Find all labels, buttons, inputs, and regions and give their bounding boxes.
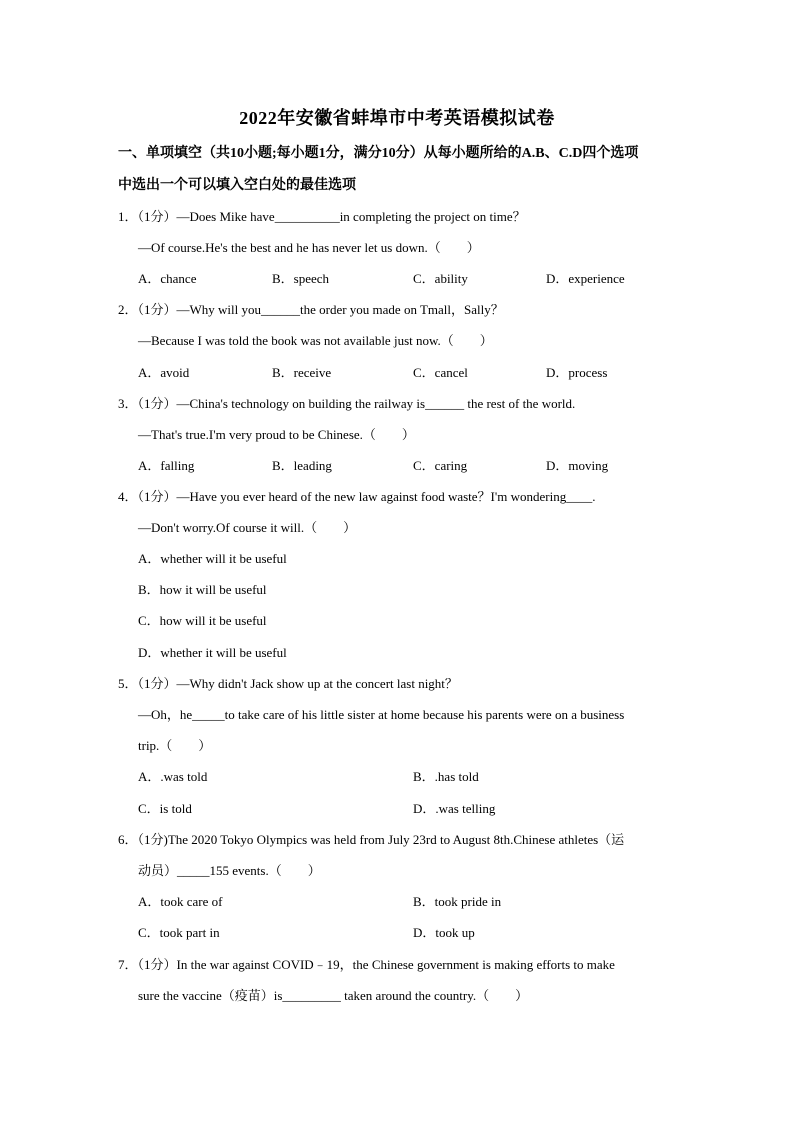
section-heading-line1: 一、单项填空（共10小题;每小题1分，满分10分）从每小题所给的A.B、C.D四个选项 bbox=[118, 146, 639, 161]
question-1-option-b[interactable]: B．speech bbox=[272, 271, 330, 286]
question-2-stem: 2．（1分）—Why will you______the order you made on Tmall，Sally？ bbox=[118, 302, 504, 317]
question-5-option-c[interactable]: C．is told bbox=[138, 801, 192, 816]
question-1-option-d[interactable]: D．experience bbox=[546, 271, 625, 286]
question-1-option-a[interactable]: A．chance bbox=[138, 271, 197, 286]
question-1-reply: —Of course.He's the best and he has never let us down.（ ） bbox=[138, 240, 480, 255]
question-3-stem: 3．（1分）—China's technology on building the railway is______ the rest of the world. bbox=[118, 396, 576, 411]
section-heading-line2: 中选出一个可以填入空白处的最佳选项 bbox=[118, 178, 356, 193]
question-3-option-b[interactable]: B．leading bbox=[272, 458, 332, 473]
question-3-option-a[interactable]: A．falling bbox=[138, 458, 195, 473]
question-5-option-b[interactable]: B．.has told bbox=[413, 769, 479, 784]
question-5-option-a[interactable]: A．.was told bbox=[138, 769, 208, 784]
question-6-stem: 6．（1分)The 2020 Tokyo Olympics was held from July 23rd to August 8th.Chinese athletes（运 bbox=[118, 832, 625, 847]
question-7-stem: 7．（1分）In the war against COVID﹣19，the Chinese government is making efforts to make bbox=[118, 957, 615, 972]
question-4-option-b[interactable]: B．how it will be useful bbox=[138, 582, 267, 597]
question-2-reply: —Because I was told the book was not available just now.（ ） bbox=[138, 333, 493, 348]
question-6-option-d[interactable]: D．took up bbox=[413, 925, 475, 940]
question-6-option-c[interactable]: C．took part in bbox=[138, 925, 220, 940]
question-6-option-a[interactable]: A．took care of bbox=[138, 894, 223, 909]
question-3-option-d[interactable]: D．moving bbox=[546, 458, 609, 473]
question-5-reply-continued: trip.（ ） bbox=[138, 738, 212, 753]
question-5-reply: —Oh，he_____to take care of his little sister at home because his parents were on a business bbox=[138, 707, 625, 722]
question-2-option-c[interactable]: C．cancel bbox=[413, 365, 468, 380]
page-title: 2022年安徽省蚌埠市中考英语模拟试卷 bbox=[239, 108, 555, 128]
question-2-option-a[interactable]: A．avoid bbox=[138, 365, 190, 380]
question-2-option-b[interactable]: B．receive bbox=[272, 365, 332, 380]
question-4-option-c[interactable]: C．how will it be useful bbox=[138, 613, 267, 628]
question-5-option-d[interactable]: D．.was telling bbox=[413, 801, 496, 816]
question-4-option-a[interactable]: A．whether will it be useful bbox=[138, 551, 287, 566]
question-5-stem: 5．（1分）—Why didn't Jack show up at the concert last night？ bbox=[118, 676, 458, 691]
question-1-stem: 1．（1分）—Does Mike have__________in completing the project on time？ bbox=[118, 209, 526, 224]
question-2-option-d[interactable]: D．process bbox=[546, 365, 608, 380]
question-4-reply: —Don't worry.Of course it will.（ ） bbox=[138, 520, 357, 535]
question-1-option-c[interactable]: C．ability bbox=[413, 271, 468, 286]
question-4-option-d[interactable]: D．whether it will be useful bbox=[138, 645, 287, 660]
question-3-option-c[interactable]: C．caring bbox=[413, 458, 468, 473]
question-6-option-b[interactable]: B．took pride in bbox=[413, 894, 502, 909]
question-6-reply: 动员）_____155 events.（ ） bbox=[138, 863, 321, 878]
question-7-reply: sure the vaccine（疫苗）is_________ taken around the country.（ ） bbox=[138, 988, 529, 1003]
question-4-stem: 4．（1分）—Have you ever heard of the new law against food waste？I'm wondering____. bbox=[118, 489, 596, 504]
question-3-reply: —That's true.I'm very proud to be Chinese.（ ） bbox=[138, 427, 415, 442]
